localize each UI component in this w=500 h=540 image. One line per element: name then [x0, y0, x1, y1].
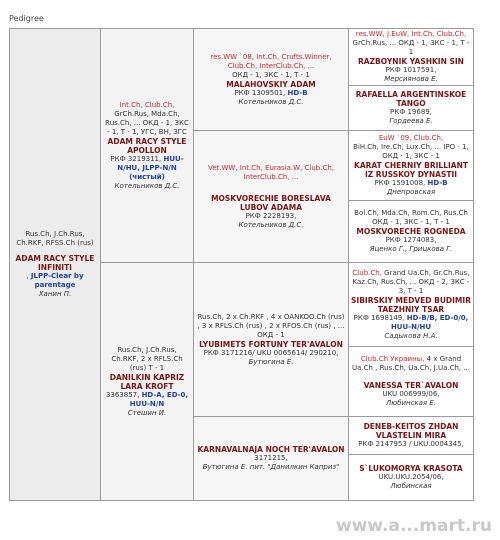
sss-cell [349, 29, 474, 86]
dsd-titles: 4 x Grand Ua.Ch , Rus.Ch, Ua.Ch, J.Ua.Ch, ... [351, 355, 471, 372]
ds-reg: РКФ 3171216/ UKU 0065614/ 290210, [203, 348, 339, 357]
dd-reg: 3171215, [254, 454, 288, 462]
dd-cell [194, 417, 349, 501]
ds-cell [194, 263, 349, 417]
dss-owner: Садыкова Н.А. [384, 331, 438, 340]
sdd-owner: Яценко Г., Грицкова Г. [369, 245, 453, 253]
dsd-cell [349, 347, 474, 417]
dss-dna[interactable]: HD-B/B, ED-0/0, HUU-N/HU [390, 313, 469, 331]
sds-name[interactable]: KARAT CHERNIY BRILLIANT IZ RUSSKOY DYNASTII [354, 161, 468, 179]
dss-name[interactable]: SIBIRSKIY MEDVED BUDIMIR TAEZHNIY TSAR [351, 295, 471, 314]
sds-reg: РКФ 1591008, [374, 179, 428, 187]
ss-reg: РКФ 1309501, [234, 88, 288, 97]
dsd-red-titles[interactable]: Club.Ch Украины, [360, 355, 425, 363]
sss-reg: РКФ 1017591, [385, 66, 437, 74]
sire-dna[interactable]: HUU-N/HU, JLPP-N/N (чистый) [117, 154, 184, 181]
dog-titles: Rus.Ch, J.Ch.Rus, Ch.RKF, RFSS.Ch (rus) [16, 230, 94, 247]
ssd-name[interactable]: RAFAELLA ARGENTINSKOE TANGO [355, 90, 467, 108]
sdd-reg: РКФ 1274083, [385, 236, 437, 244]
dd-owner: Бутюгина Е. пит. "Данилкин Каприз" [202, 463, 340, 471]
ss-dna[interactable]: HD-B [287, 88, 308, 97]
sire-cell [101, 29, 194, 263]
sd-reg: РКФ 2228193, [245, 211, 297, 220]
sire-name[interactable]: ADAM RACY STYLE APOLLON [107, 136, 187, 155]
ddd-cell [349, 455, 474, 501]
dam-name[interactable]: DANILKIN KAPRIZ LARA KROFT [109, 372, 185, 391]
dds-reg: РКФ 2147953 / UKU.0004345, [358, 440, 464, 448]
dsd-reg: UKU 006999/06, [382, 390, 440, 398]
dss-cell [349, 263, 474, 347]
watermark: www.a...mart.ru [336, 516, 492, 536]
sdd-cell [349, 201, 474, 263]
sdd-titles: Bol.Ch, Mda.Ch, Rom.Ch, Rus.Ch ОКД - 1, ЗКС - 1, Т - 1 [354, 209, 468, 226]
dog-extra-prefix: , [26, 272, 31, 280]
ss-owner: Котельников Д.С. [238, 97, 304, 106]
dss-red-titles[interactable]: Club.Ch, [352, 268, 382, 277]
sds-cell [349, 131, 474, 201]
ds-owner: Бутюгина Е. [248, 357, 294, 366]
dam-reg: 3363857, [105, 390, 142, 399]
dog-cell [10, 29, 101, 501]
ds-titles: Rus.Ch, 2 x Ch.RKF , 4 x OANKOO.Ch (rus) , 3 x RFLS.Ch (rus) , 2 x RFOS.Ch (rus) , ... ОКД - 1 [197, 312, 345, 339]
dog-dna[interactable]: JLPP-Clear by parentage [30, 272, 84, 289]
dsd-owner: Любинская Е. [385, 399, 437, 407]
dam-owner: Стешин И. [127, 408, 167, 417]
sd-cell [194, 131, 349, 263]
ss-titles: ОКД - 1, ЗКС - 1, Т - 1 [232, 70, 310, 79]
sds-dna[interactable]: HD-B [427, 179, 448, 187]
ddd-name[interactable]: S`LUKOMORYA KRASOTA [359, 464, 463, 473]
sire-owner: Котельников Д.С. [114, 181, 180, 190]
dog-name[interactable]: ADAM RACY STYLE INFINITI [15, 254, 95, 272]
ssd-owner: Гордеева Е. [389, 117, 433, 125]
dds-cell [349, 417, 474, 455]
sd-owner: Котельников Д.С. [238, 220, 304, 229]
ssd-reg: РКФ 19689, [390, 108, 432, 116]
sds-titles: BiH.Ch, Ire.Ch, Lux.Ch, ... IPO - 1, ОКД - 1, ЗКС - 1 [353, 143, 469, 160]
dd-name[interactable]: KARNAVALNAJA NOCH TER'AVALON [197, 445, 345, 454]
sss-red-titles[interactable]: res.WW, J.EuW, Int.Ch, Club.Ch, [355, 30, 467, 38]
dam-cell [101, 263, 194, 501]
dam-dna[interactable]: HD-A, ED-0, HUU-N/N [129, 390, 189, 408]
ddd-reg: UKU.UKU.2054/06, [378, 473, 444, 481]
sd-red-titles[interactable]: Vet.WW, Int.Ch, Eurasia.W, Club.Ch, InterClub.Ch, ... [207, 163, 335, 181]
sire-red-titles[interactable]: Int.Ch, Club.Ch, [119, 100, 175, 109]
dsd-name[interactable]: VANESSA TER`AVALON [363, 381, 459, 390]
ds-name[interactable]: LYUBIMETS FORTUNY TER'AVALON [199, 339, 343, 349]
sire-reg: РКФ 3219311, [110, 154, 164, 163]
sire-titles: GrCh.Rus, Mda.Ch, Rus.Ch, ... ОКД - 1, ЗКС - 1, Т - 1, УГС, ВН, ЗГС [105, 109, 189, 136]
sd-name[interactable]: MOSKVORECHIE BORESLAVA LUBOV ADAMA [211, 193, 331, 212]
dds-name[interactable]: DENEB-KEITOS ZHDAN VLASTELIN MIRA [363, 422, 459, 440]
sds-red-titles[interactable]: EuW `09, Club.Ch, [378, 134, 444, 142]
ddd-owner: Любинская [390, 482, 432, 490]
dss-reg: РКФ 1698149, [353, 313, 407, 322]
page-title: Pedigree [9, 14, 44, 23]
dss-titles: Grand Ua.Ch, Gr.Ch.Rus, Kaz.Ch, Rus.Ch, ... ОКД - 2, ЗКС - 3, Т - 1 [352, 268, 470, 295]
sds-owner: Днепровская [386, 188, 436, 196]
ss-name[interactable]: MALAHOVSKIY ADAM [226, 79, 316, 89]
dam-titles: Rus.Ch, J.Ch.Rus, Ch.RKF, 2 x RFLS.Ch (rus) Т - 1 [111, 345, 183, 372]
sss-owner: Мерсиянова Е. [384, 75, 438, 83]
ss-red-titles[interactable]: res.WW `08, Int.Ch, Crufts.Winner, Club.Ch, InterClub.Ch, ... [210, 52, 332, 70]
ss-cell [194, 29, 349, 131]
sss-titles: GrCh.Rus, ... ОКД - 1, ЗКС - 1, Т - 1 [352, 39, 470, 56]
sss-name[interactable]: RAZBOYNIK YASHKIN SIN [358, 57, 464, 66]
sdd-name[interactable]: MOSKVORECHE ROGNEDA [356, 227, 466, 236]
ssd-cell [349, 86, 474, 131]
pedigree-table [9, 28, 474, 501]
dog-owner: Ханин П. [38, 290, 72, 298]
